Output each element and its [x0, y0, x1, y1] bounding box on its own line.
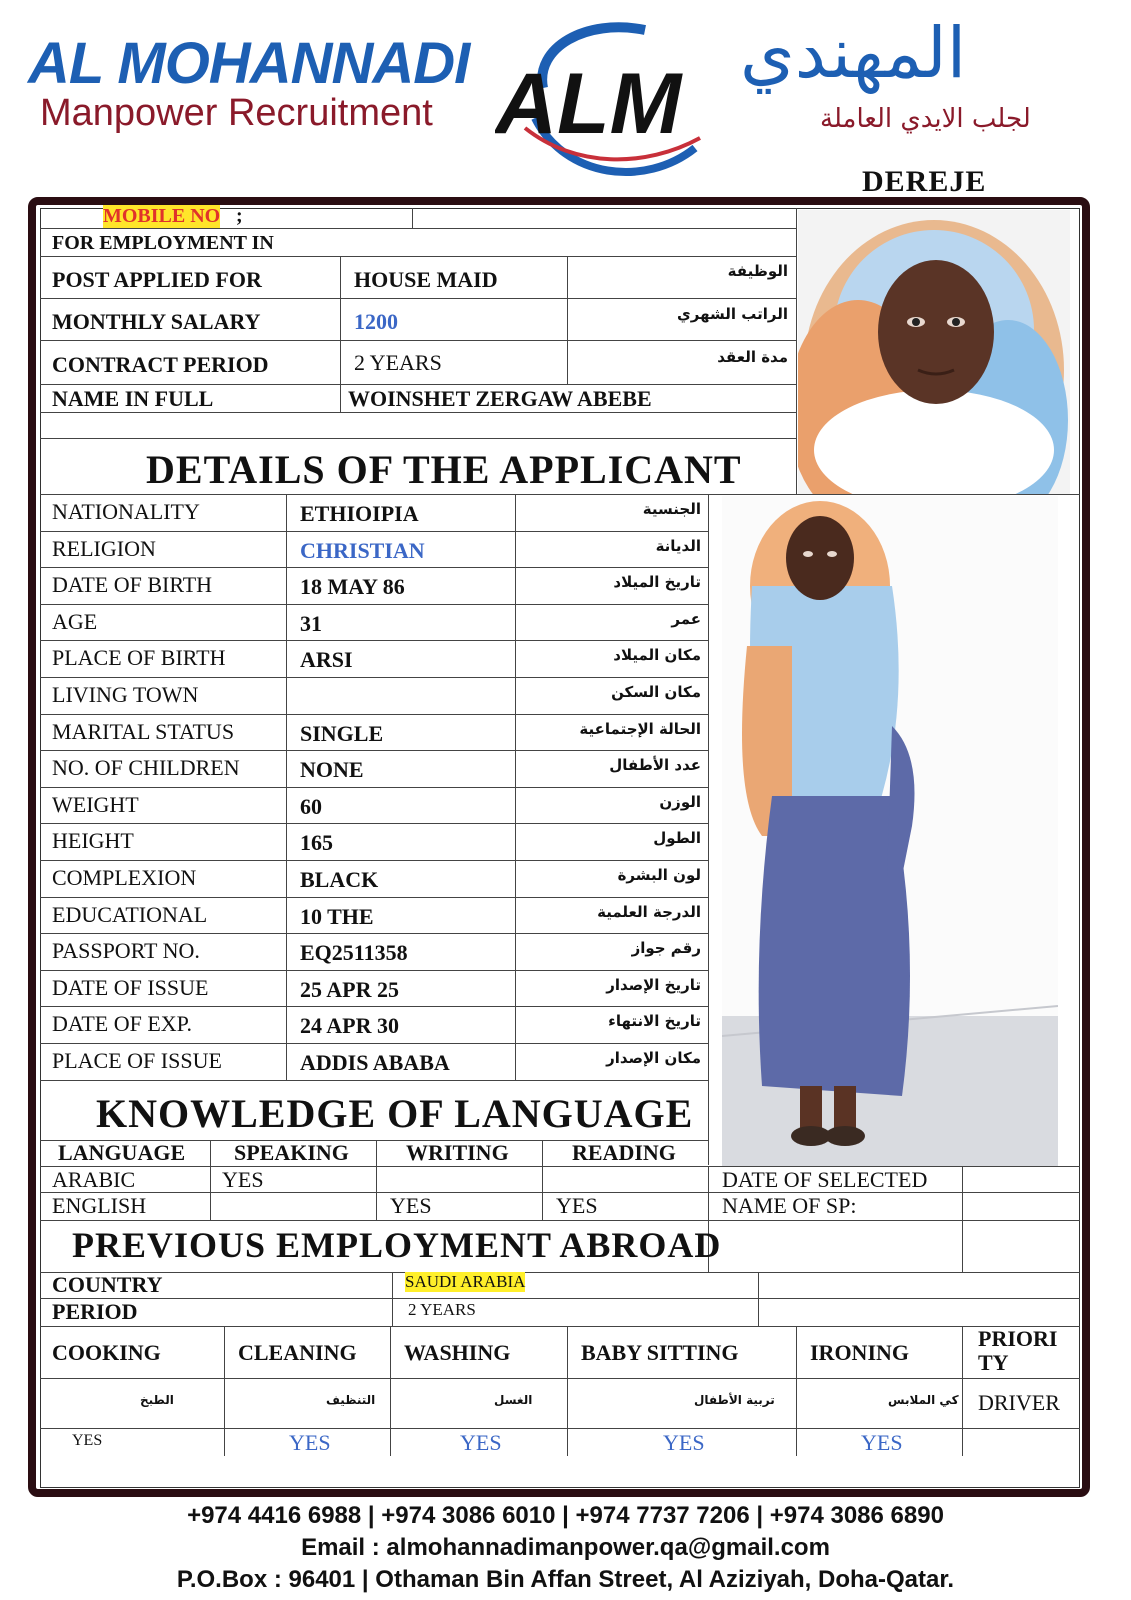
salary-label: MONTHLY SALARY — [52, 309, 261, 334]
details-title: DETAILS OF THE APPLICANT — [146, 447, 742, 492]
skill-ironing-arabic: كي الملابس — [888, 1393, 959, 1407]
skill-washing-value: YES — [460, 1430, 502, 1455]
detail-label: DATE OF BIRTH — [52, 572, 213, 597]
mobile-label: MOBILE NO — [103, 205, 221, 227]
detail-value: 24 APR 30 — [300, 1013, 399, 1038]
detail-label: HEIGHT — [52, 828, 134, 853]
detail-value: ARSI — [300, 647, 353, 672]
post-label-arabic: الوظيفة — [727, 262, 788, 280]
post-label: POST APPLIED FOR — [52, 267, 262, 292]
detail-value: 25 APR 25 — [300, 977, 399, 1002]
detail-label-arabic: الجنسية — [642, 500, 701, 518]
lang-arabic: ARABIC — [52, 1167, 136, 1192]
detail-label: NATIONALITY — [52, 499, 200, 524]
detail-label-arabic: مكان السكن — [611, 683, 701, 701]
detail-label-arabic: تاريخ الإصدار — [606, 976, 701, 994]
priority-label-2: TY — [978, 1350, 1009, 1375]
name-label: NAME IN FULL — [52, 386, 214, 411]
detail-value: ADDIS ABABA — [300, 1050, 450, 1075]
skill-cooking-value: YES — [72, 1432, 103, 1449]
lang-english-reading: YES — [556, 1193, 598, 1218]
contract-value: 2 YEARS — [354, 350, 442, 375]
lang-header-speaking: SPEAKING — [234, 1140, 349, 1165]
lang-header-reading: READING — [572, 1140, 676, 1165]
detail-label-arabic: الوزن — [659, 793, 701, 811]
detail-label: WEIGHT — [52, 792, 139, 817]
previous-title: PREVIOUS EMPLOYMENT ABROAD — [72, 1225, 722, 1265]
skill-cleaning-value: YES — [289, 1430, 331, 1455]
portrait-photo — [798, 210, 1070, 494]
sponsor-label: NAME OF SP: — [722, 1193, 857, 1218]
detail-value: EQ2511358 — [300, 940, 408, 965]
footer-phones: +974 4416 6988 | +974 3086 6010 | +974 7737 7206 | +974 3086 6890 — [187, 1502, 944, 1529]
detail-label-arabic: الحالة الإجتماعية — [579, 720, 701, 738]
detail-label-arabic: الطول — [653, 829, 701, 847]
detail-label: AGE — [52, 609, 98, 634]
contract-label-arabic: مدة العقد — [717, 348, 788, 366]
detail-label-arabic: مكان الإصدار — [606, 1049, 701, 1067]
skill-cleaning: CLEANING — [238, 1340, 357, 1365]
detail-value: 18 MAY 86 — [300, 574, 405, 599]
date-selected-label: DATE OF SELECTED — [722, 1167, 928, 1192]
detail-label: PASSPORT NO. — [52, 938, 200, 963]
detail-value: CHRISTIAN — [300, 538, 425, 563]
detail-label: DATE OF ISSUE — [52, 975, 209, 1000]
skill-baby-sitting-arabic: تربية الأطفال — [694, 1393, 775, 1407]
detail-value: NONE — [300, 757, 364, 782]
detail-label: PLACE OF ISSUE — [52, 1048, 222, 1073]
detail-label: EDUCATIONAL — [52, 902, 208, 927]
detail-label-arabic: الدرجة العلمية — [597, 903, 701, 921]
detail-label-arabic: عمر — [671, 610, 701, 628]
skill-cooking-arabic: الطبخ — [140, 1393, 174, 1407]
detail-label: NO. OF CHILDREN — [52, 755, 240, 780]
skill-ironing: IRONING — [810, 1340, 910, 1365]
skill-baby-sitting-value: YES — [663, 1430, 705, 1455]
footer-email[interactable]: Email : almohannadimanpower.qa@gmail.com — [301, 1534, 830, 1561]
country-label: COUNTRY — [52, 1272, 163, 1297]
lang-header-writing: WRITING — [406, 1140, 509, 1165]
mobile-suffix: ; — [236, 205, 243, 227]
lang-english-writing: YES — [390, 1193, 432, 1218]
salary-value: 1200 — [354, 309, 398, 334]
detail-label-arabic: تاريخ الانتهاء — [608, 1012, 701, 1030]
detail-label: DATE OF EXP. — [52, 1011, 192, 1036]
footer-address: P.O.Box : 96401 | Othaman Bin Affan Street, Al Aziziyah, Doha-Qatar. — [176, 1566, 955, 1593]
detail-label-arabic: عدد الأطفال — [609, 756, 701, 774]
full-body-photo — [722, 496, 1058, 1166]
detail-value: 31 — [300, 611, 322, 636]
detail-label-arabic: الديانة — [655, 537, 701, 555]
detail-label: RELIGION — [52, 536, 156, 561]
detail-value: SINGLE — [300, 721, 384, 746]
detail-label: MARITAL STATUS — [52, 719, 235, 744]
skill-ironing-value: YES — [861, 1430, 903, 1455]
post-value: HOUSE MAID — [354, 267, 498, 292]
detail-label-arabic: لون البشرة — [617, 866, 701, 884]
salary-label-arabic: الراتب الشهري — [677, 305, 788, 323]
detail-label-arabic: رقم جواز — [631, 939, 701, 957]
skill-cleaning-arabic: التنظيف — [326, 1393, 376, 1407]
detail-value: 165 — [300, 830, 333, 855]
skill-washing: WASHING — [404, 1340, 511, 1365]
employment-label: FOR EMPLOYMENT IN — [52, 232, 274, 254]
detail-label: COMPLEXION — [52, 865, 197, 890]
brand-name: AL MOHANNADI — [28, 31, 470, 96]
alm-logo — [495, 18, 725, 178]
skill-cooking: COOKING — [52, 1340, 161, 1365]
country-value: SAUDI ARABIA — [405, 1272, 526, 1291]
lang-english: ENGLISH — [52, 1193, 147, 1218]
detail-value: BLACK — [300, 867, 379, 892]
period-value: 2 YEARS — [408, 1300, 476, 1319]
priority-value: DRIVER — [978, 1390, 1060, 1415]
contract-label: CONTRACT PERIOD — [52, 352, 269, 377]
detail-value: 10 THE — [300, 904, 374, 929]
language-title: KNOWLEDGE OF LANGUAGE — [96, 1091, 694, 1136]
brand-tagline: Manpower Recruitment — [40, 92, 433, 134]
priority-label-1: PRIORI — [978, 1326, 1058, 1351]
agent-reference: DEREJE — [862, 165, 987, 198]
period-label: PERIOD — [52, 1299, 138, 1324]
name-value: WOINSHET ZERGAW ABEBE — [348, 386, 652, 411]
detail-label: LIVING TOWN — [52, 682, 199, 707]
brand-tagline-arabic: لجلب الايدي العاملة — [820, 104, 1031, 134]
detail-label-arabic: تاريخ الميلاد — [613, 573, 701, 591]
detail-value: ETHIOIPIA — [300, 501, 419, 526]
lang-header-language: LANGUAGE — [58, 1140, 186, 1165]
detail-label-arabic: مكان الميلاد — [613, 646, 701, 664]
brand-name-arabic: المهندي — [740, 12, 967, 94]
skill-washing-arabic: الغسل — [494, 1393, 533, 1407]
detail-label: PLACE OF BIRTH — [52, 645, 226, 670]
logo-text: ALM — [495, 56, 682, 152]
skill-baby-sitting: BABY SITTING — [581, 1340, 739, 1365]
detail-value: 60 — [300, 794, 322, 819]
lang-arabic-speaking: YES — [222, 1167, 264, 1192]
